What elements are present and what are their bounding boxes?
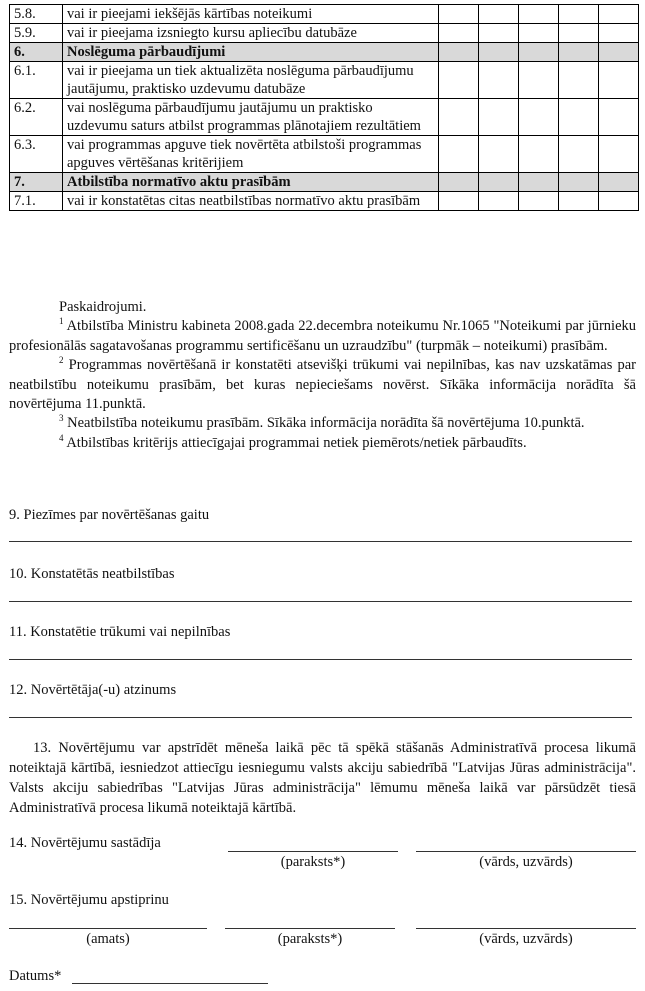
assessment-cell[interactable]: [559, 43, 599, 62]
criterion-number: 6.3.: [10, 136, 63, 173]
assessment-cell[interactable]: [519, 43, 559, 62]
assessment-cell[interactable]: [599, 192, 639, 211]
assessment-cell[interactable]: [599, 24, 639, 43]
assessment-cell[interactable]: [559, 192, 599, 211]
sign15-signature-line[interactable]: [225, 928, 395, 929]
field-10-line[interactable]: [9, 601, 632, 602]
assessment-cell[interactable]: [559, 173, 599, 192]
section-row: [10, 43, 639, 62]
assessment-cell[interactable]: [519, 173, 559, 192]
sign15-label: 15. Novērtējumu apstiprinu: [9, 892, 169, 908]
criteria-table: [9, 4, 639, 211]
sign15-name-caption: (vārds, uzvārds): [479, 931, 573, 947]
sign15-signature-caption: (paraksts*): [277, 931, 343, 947]
sign14-signature-caption: (paraksts*): [280, 854, 346, 870]
assessment-cell[interactable]: [479, 99, 519, 136]
footnote-1: [9, 317, 636, 356]
assessment-cell[interactable]: [559, 62, 599, 99]
assessment-cell[interactable]: [519, 136, 559, 173]
criterion-row: [10, 192, 639, 211]
criterion-text: Atbilstība normatīvo aktu prasībām: [63, 173, 439, 192]
assessment-cell[interactable]: [559, 99, 599, 136]
footnote-3: [9, 414, 636, 433]
assessment-cell[interactable]: [439, 192, 479, 211]
field-10-label: 10. Konstatētās neatbilstības: [9, 566, 175, 582]
criterion-number: 7.1.: [10, 192, 63, 211]
assessment-cell[interactable]: [559, 24, 599, 43]
assessment-cell[interactable]: [519, 5, 559, 24]
explanations: [9, 298, 636, 453]
assessment-cell[interactable]: [599, 99, 639, 136]
assessment-cell[interactable]: [439, 43, 479, 62]
assessment-cell[interactable]: [439, 99, 479, 136]
appeal-paragraph: 13. Novērtējumu var apstrīdēt mēneša laikā pēc tā spēkā stāšanās Administratīvā procesa likumā noteiktajā kārtībā, iesniedzot attiecīgu iesniegumu valsts akciju sabiedrībā "Latvijas Jūras administrācija". Valsts akciju sabiedrības "Latvijas Jūras administrācija" lēmumu mēneša laikā var pārsūdzēt tiesā Administratīvā procesa likumā noteiktajā kārtībā.: [9, 740, 636, 816]
sign14-label: 14. Novērtējumu sastādīja: [9, 835, 161, 851]
footnote-mark: 1: [59, 316, 64, 327]
footnote-mark: 2: [59, 355, 64, 366]
sign15-name-line[interactable]: [416, 928, 636, 929]
assessment-cell[interactable]: [439, 62, 479, 99]
assessment-cell[interactable]: [599, 62, 639, 99]
footnote-mark: 3: [59, 413, 64, 424]
assessment-cell[interactable]: [599, 43, 639, 62]
criterion-number: 5.8.: [10, 5, 63, 24]
criterion-text: vai noslēguma pārbaudījumu jautājumu un praktisko uzdevumu saturs atbilst programmas plānotajiem rezultātiem: [63, 99, 439, 136]
criterion-number: 6.2.: [10, 99, 63, 136]
field-11-label: 11. Konstatētie trūkumi vai nepilnības: [9, 624, 231, 640]
sign14-name-caption: (vārds, uzvārds): [479, 854, 573, 870]
criterion-text: vai ir pieejama un tiek aktualizēta noslēguma pārbaudījumu jautājumu, praktisko uzdevumu datubāze: [63, 62, 439, 99]
date-line[interactable]: [72, 983, 268, 984]
field-12-label: 12. Novērtētāja(-u) atzinums: [9, 682, 177, 698]
criterion-text: vai ir pieejama izsniegto kursu apliecību datubāze: [63, 24, 439, 43]
footnote-text: Neatbilstība noteikumu prasībām. Sīkāka informācija norādīta šā novērtējuma 10.punktā.: [67, 415, 585, 432]
footnote-4: [9, 434, 636, 453]
assessment-cell[interactable]: [519, 192, 559, 211]
field-12-line[interactable]: [9, 717, 632, 718]
explanations-heading: Paskaidrojumi.: [59, 299, 147, 315]
field-9-label: 9. Piezīmes par novērtēšanas gaitu: [9, 507, 210, 523]
section-row: [10, 173, 639, 192]
assessment-cell[interactable]: [479, 24, 519, 43]
sign14-name-line[interactable]: [416, 851, 636, 852]
assessment-cell[interactable]: [519, 24, 559, 43]
criterion-number: 6.1.: [10, 62, 63, 99]
sign15-position-caption: (amats): [86, 931, 130, 947]
criterion-number: 5.9.: [10, 24, 63, 43]
assessment-cell[interactable]: [559, 136, 599, 173]
assessment-cell[interactable]: [479, 5, 519, 24]
criterion-number: 7.: [10, 173, 63, 192]
criterion-text: vai ir konstatētas citas neatbilstības normatīvo aktu prasībām: [63, 192, 439, 211]
assessment-cell[interactable]: [479, 62, 519, 99]
assessment-cell[interactable]: [439, 136, 479, 173]
assessment-cell[interactable]: [559, 5, 599, 24]
assessment-cell[interactable]: [599, 136, 639, 173]
criterion-row: [10, 24, 639, 43]
footnote-text: Programmas novērtēšanā ir konstatēti atsevišķi trūkumi vai nepilnības, kas nav uzskatāmas par neatbilstību noteikumu prasībām, bet kuras nepieciešams novērst. Sīkāka informācija norādīta šā novērtējuma 11.punktā.: [9, 357, 637, 413]
assessment-cell[interactable]: [479, 136, 519, 173]
assessment-cell[interactable]: [439, 173, 479, 192]
assessment-cell[interactable]: [519, 99, 559, 136]
field-9-line[interactable]: [9, 541, 632, 542]
criterion-text: vai ir pieejami iekšējās kārtības noteikumi: [63, 5, 439, 24]
criterion-row: [10, 99, 639, 136]
assessment-cell[interactable]: [439, 5, 479, 24]
assessment-cell[interactable]: [599, 5, 639, 24]
criterion-row: [10, 62, 639, 99]
footnote-text: Atbilstības kritērijs attiecīgajai programmai netiek piemērots/netiek pārbaudīts.: [66, 434, 527, 451]
criterion-number: 6.: [10, 43, 63, 62]
criterion-text: vai programmas apguve tiek novērtēta atbilstoši programmas apguves vērtēšanas kritērijiem: [63, 136, 439, 173]
assessment-cell[interactable]: [519, 62, 559, 99]
sign14-signature-line[interactable]: [228, 851, 398, 852]
assessment-cell[interactable]: [439, 24, 479, 43]
assessment-cell[interactable]: [479, 173, 519, 192]
field-11-line[interactable]: [9, 659, 632, 660]
assessment-cell[interactable]: [479, 192, 519, 211]
criterion-text: Noslēguma pārbaudījumi: [63, 43, 439, 62]
date-label: Datums*: [9, 968, 62, 984]
assessment-cell[interactable]: [479, 43, 519, 62]
footnote-mark: 4: [59, 433, 64, 444]
footnote-text: Atbilstība Ministru kabineta 2008.gada 22.decembra noteikumu Nr.1065 "Noteikumi par jūrnieku profesionālās sagatavošanas programmu sertificēšanu un uzraudzību" (turpmāk – noteikumi) prasībām.: [9, 318, 637, 354]
assessment-cell[interactable]: [599, 173, 639, 192]
sign15-position-line[interactable]: [9, 928, 207, 929]
criterion-row: [10, 5, 639, 24]
footnote-2: [9, 356, 636, 414]
criterion-row: [10, 136, 639, 173]
